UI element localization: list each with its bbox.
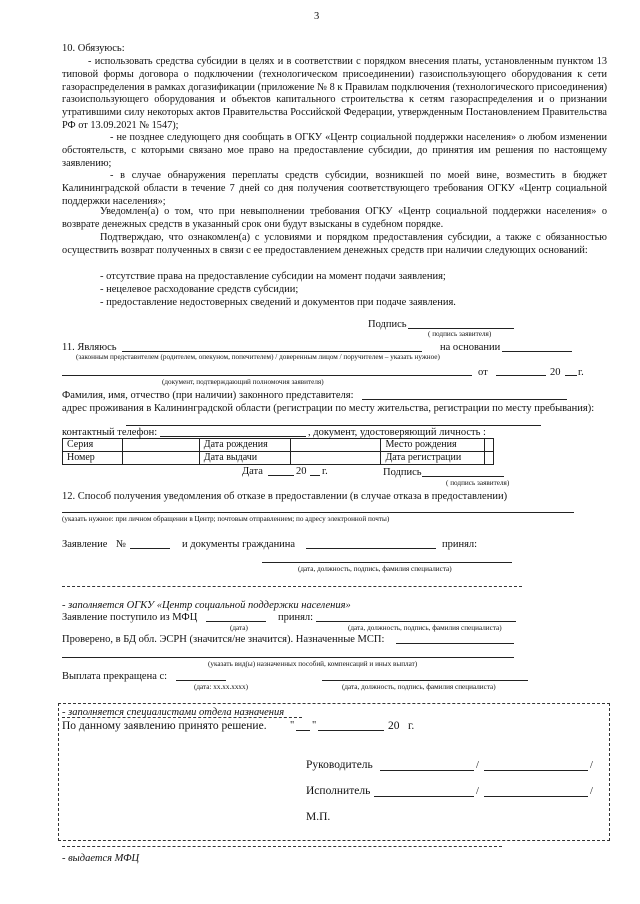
stopped-specialist-field[interactable] xyxy=(322,680,528,681)
issue-date-label: Дата выдачи xyxy=(199,452,291,465)
doc-year-suffix: г. xyxy=(578,367,584,378)
section11-sign-line[interactable] xyxy=(422,476,504,477)
date-caption: (дата) xyxy=(230,624,248,632)
decision-year: 20 xyxy=(388,720,400,732)
head-slash-2: / xyxy=(590,760,593,771)
notification-method-field[interactable] xyxy=(62,512,574,513)
exec-name-field[interactable] xyxy=(484,796,588,797)
application-number-sign: № xyxy=(116,539,127,550)
department-title-underline xyxy=(62,717,302,718)
acceptance-specialist-field[interactable] xyxy=(262,562,512,563)
msp-caption: (указать вид(ы) назначенных пособий, компенсаций и иных выплат) xyxy=(208,660,418,668)
mfc-footer: - выдается МФЦ xyxy=(62,853,140,864)
doc-year: 20 xyxy=(550,367,561,378)
section10-sign-line[interactable] xyxy=(408,328,514,329)
seal-label: М.П. xyxy=(306,811,331,823)
birth-date-label: Дата рождения xyxy=(199,439,291,452)
date-year: 20 xyxy=(296,466,307,477)
table-row xyxy=(63,439,494,452)
section10-item3: - в случае обнаружения переплаты средств субсидии, возникшей по моей вине, возместить в бюджет Калининградской области в течение 7 дней со дня получения соответствующего требования ОГКУ «Центр социальной поддержки населения»; xyxy=(62,170,607,207)
number-value[interactable] xyxy=(123,452,200,465)
decision-year-suffix: г. xyxy=(408,720,415,732)
basis-label: на основании xyxy=(440,342,501,353)
section10-confirm: Подтверждаю, что ознакомлен(а) с условиями и порядком предоставления субсидии, а также с обязанностью осуществить возврат полученных в связи с ее предоставлением денежных средств при наличии следующих оснований: xyxy=(62,232,607,256)
birth-date-value[interactable] xyxy=(291,439,381,452)
registration-date-label: Дата регистрации xyxy=(381,452,485,465)
section10-sign-caption: ( подпись заявителя) xyxy=(428,330,492,338)
esrn-checked-label: Проверено, в БД обл. ЭСРН (значится/не значится). Назначенные МСП: xyxy=(62,634,385,645)
registration-date-value[interactable] xyxy=(485,452,494,465)
section10-heading: 10. Обязуюсь: xyxy=(62,43,125,54)
decision-day-field[interactable] xyxy=(296,730,310,731)
fio-field[interactable] xyxy=(362,399,567,400)
citizen-field[interactable] xyxy=(306,548,436,549)
acceptance-caption: (дата, должность, подпись, фамилия специалиста) xyxy=(298,565,452,573)
ogku-specialist-field[interactable] xyxy=(316,621,516,622)
section12-caption: (указать нужное: при личном обращении в Центр; почтовым отправлением; по адресу электронной почты) xyxy=(62,515,390,523)
number-label: Номер xyxy=(63,452,123,465)
specialist-caption: (дата, должность, подпись, фамилия специалиста) xyxy=(348,624,502,632)
section10-item1: - использовать средства субсидии в целях и в соответствии с порядком внесения платы, установленным пунктом 13 типовой формы договора о подключении (технологическом присоединении) газоиспользующего оборудования к сети газораспределения в рамках догазификации (приложение № 8 к Правилам подключения (технологического присоединения) газоиспользующего оборудования и объектов капитального строительства к сетям газораспределения и о признании утратившими силу некоторых актов Правительства Российской Федерации, утвержденным Постановлением Правительства РФ от 13.09.2021 № 1547); xyxy=(62,56,607,131)
application-label: Заявление xyxy=(62,539,108,550)
ogku-accepted-label: принял: xyxy=(278,612,314,623)
from-label: от xyxy=(478,367,488,378)
id-doc-label: , документ, удостоверяющий личность : xyxy=(308,427,486,438)
payment-stopped-field[interactable] xyxy=(176,680,226,681)
section10-notice: Уведомлен(а) о том, что при невыполнении требования ОГКУ «Центр социальной поддержки населения» о возврате денежных средств в указанный срок они будут взысканы в судебном порядке. xyxy=(62,206,607,230)
id-document-table xyxy=(62,438,494,465)
exec-sign-field[interactable] xyxy=(374,796,474,797)
date-suffix: г. xyxy=(322,466,328,477)
exec-label: Исполнитель xyxy=(306,785,371,797)
quote-close: " xyxy=(312,720,317,731)
basis-field[interactable] xyxy=(502,351,572,352)
date-label: Дата xyxy=(242,466,263,477)
document-caption: (документ, подтверждающий полномочия заявителя) xyxy=(162,378,324,386)
doc-year-field[interactable] xyxy=(565,375,577,376)
section10-item2: - не позднее следующего дня сообщать в ОГКУ «Центр социальной поддержки населения» о любом изменении обстоятельств, с которыми связано мое право на предоставление субсидии, до принятия им решения по настоящему заявлению; xyxy=(62,132,607,169)
ground-1: - отсутствие права на предоставление субсидии на момент подачи заявления; xyxy=(100,271,446,282)
doc-date-field[interactable] xyxy=(496,375,546,376)
phone-label: контактный телефон: xyxy=(62,427,158,438)
table-row xyxy=(63,452,494,465)
stopped-specialist-caption: (дата, должность, подпись, фамилия специалиста) xyxy=(342,683,496,691)
section11-sign-label: Подпись xyxy=(383,467,422,478)
quote-open: " xyxy=(290,720,295,731)
decision-label: По данному заявлению принято решение. xyxy=(62,720,267,732)
exec-slash-2: / xyxy=(590,786,593,797)
date-field[interactable] xyxy=(268,475,294,476)
issue-date-value[interactable] xyxy=(291,452,381,465)
representative-caption: (законным представителем (родителем, опекуном, попечителем) / доверенным лицом / поручителем – указать нужное) xyxy=(76,353,440,361)
application-number-field[interactable] xyxy=(130,548,170,549)
documents-label: и документы гражданина xyxy=(182,539,296,550)
section10-sign-label: Подпись xyxy=(368,319,407,330)
head-label: Руководитель xyxy=(306,759,373,771)
section11-heading: 11. Являюсь xyxy=(62,342,117,353)
msp-field[interactable] xyxy=(396,643,514,644)
phone-field[interactable] xyxy=(160,436,306,437)
exec-slash: / xyxy=(476,786,479,797)
department-title: - заполняется специалистами отдела назначения xyxy=(62,707,285,718)
section11-sign-caption: ( подпись заявителя) xyxy=(446,479,510,487)
payment-stopped-label: Выплата прекращена с: xyxy=(62,671,168,682)
ogku-title: - заполняется ОГКУ «Центр социальной поддержки населения» xyxy=(62,600,351,611)
section12-heading: 12. Способ получения уведомления об отказе в предоставлении (в случае отказа в предоставлении) xyxy=(62,491,508,502)
series-label: Серия xyxy=(63,439,123,452)
ground-2: - нецелевое расходование средств субсидии; xyxy=(100,284,299,295)
birth-place-label: Место рождения xyxy=(381,439,485,452)
accepted-label: принял: xyxy=(442,539,478,550)
head-sign-field[interactable] xyxy=(380,770,474,771)
msp-field-2[interactable] xyxy=(62,657,514,658)
head-name-field[interactable] xyxy=(484,770,588,771)
mfc-date-field[interactable] xyxy=(206,621,266,622)
series-value[interactable] xyxy=(123,439,200,452)
separator xyxy=(62,586,522,587)
document-field[interactable] xyxy=(62,375,472,376)
ground-3: - предоставление недостоверных сведений и документов при подаче заявления. xyxy=(100,297,456,308)
separator-bottom xyxy=(62,846,502,847)
fio-label: Фамилия, имя, отчество (при наличии) законного представителя: xyxy=(62,390,354,401)
address-label: адрес проживания в Калининградской области (регистрации по месту жительства, регистрации по месту пребывания): xyxy=(62,403,595,414)
date-format-caption: (дата: хх.хх.хххх) xyxy=(194,683,249,691)
head-slash: / xyxy=(476,760,479,771)
birth-place-value[interactable] xyxy=(485,439,494,452)
date-year-field[interactable] xyxy=(310,475,320,476)
representative-field[interactable] xyxy=(122,351,422,352)
decision-month-field[interactable] xyxy=(318,730,384,731)
page-number: 3 xyxy=(314,11,320,22)
mfc-received-label: Заявление поступило из МФЦ xyxy=(62,612,198,623)
